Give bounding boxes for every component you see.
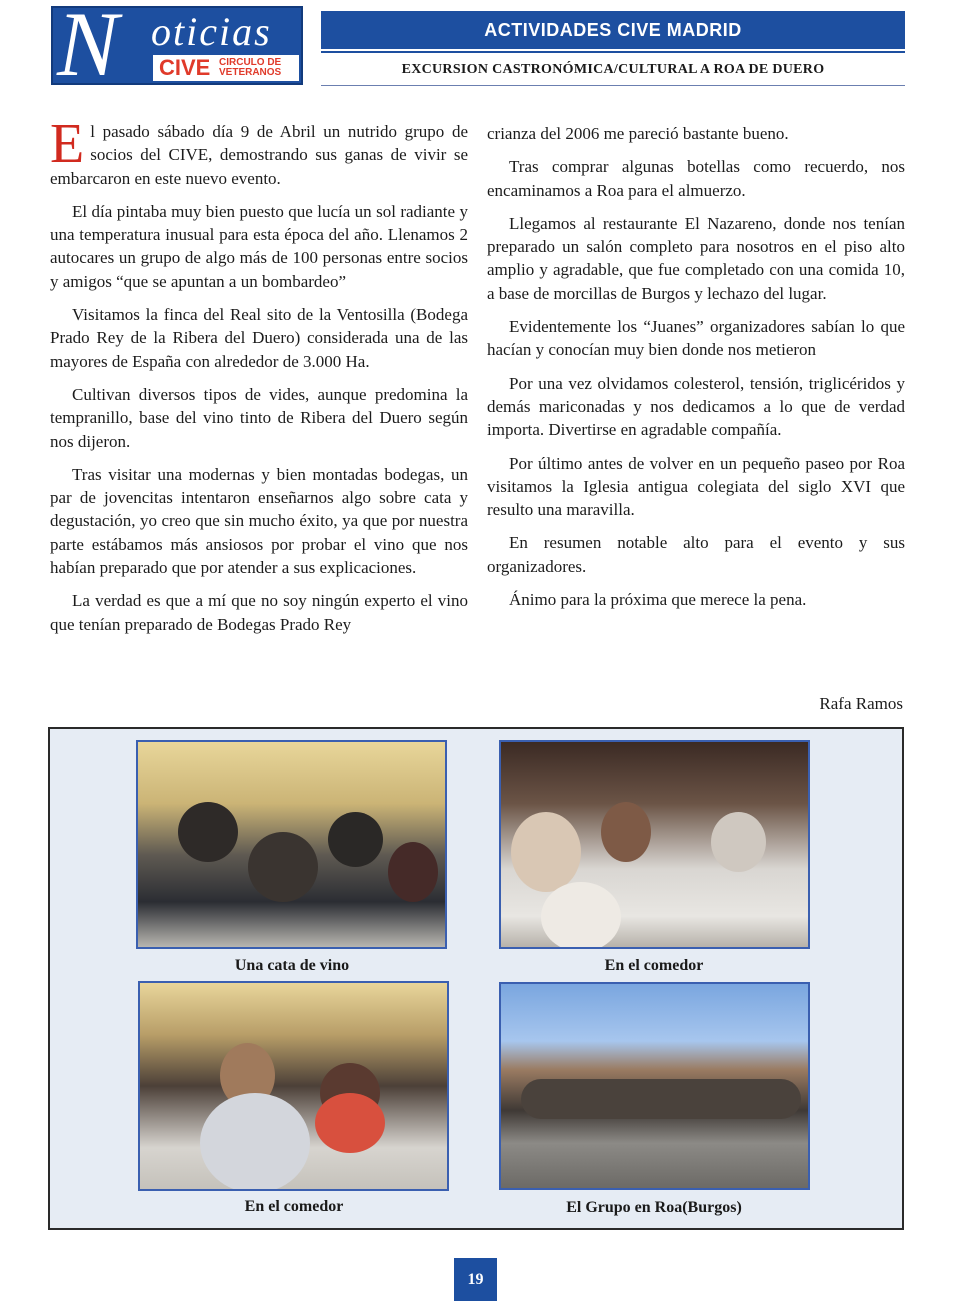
photo-caption: El Grupo en Roa(Burgos) [566, 1199, 742, 1216]
article-author: Rafa Ramos [819, 694, 903, 713]
article-paragraph: Evidentemente los “Juanes” organizadores sabían lo que hacían y conocían muy bien donde nos metieron [487, 317, 905, 360]
article-subtitle: EXCURSION CASTRONÓMICA/CULTURAL A ROA DE DUERO [401, 62, 825, 77]
photo-group-roa [499, 982, 810, 1190]
article-paragraph: En resumen notable alto para el evento y sus organizadores. [487, 533, 905, 576]
article-paragraph: Ánimo para la próxima que merece la pena. [509, 590, 807, 610]
photo-caption: Una cata de vino [234, 957, 350, 974]
logo-brand-line2: VETERANOS [219, 67, 282, 78]
photo-wine-tasting [136, 740, 447, 949]
article-paragraph: El día pintaba muy bien puesto que lucía un sol radiante y una temperatura inusual para esta época del año. Llenamos 2 autocares un grupo de algo más de 100 personas entre socios y amigos “que se apuntan a un bombardeo” [50, 201, 468, 291]
photo-dining-room-2 [138, 981, 449, 1191]
article-paragraph: Tras comprar algunas botellas como recuerdo, nos encaminamos a Roa para el almuerzo. [487, 157, 905, 200]
article-paragraph: El pasado sábado día 9 de Abril un nutrido grupo de socios del CIVE, demostrando sus ganas de vivir se embarcaron en este nuevo evento. [50, 113, 468, 188]
article-paragraph: Por una vez olvidamos colesterol, tensión, triglicéridos y demás mariconadas y nos dedicamos a lo que de verdad importa. Divertirse en agradable compañía. [487, 373, 905, 440]
photo-caption: En el comedor [604, 957, 704, 974]
article-paragraph: La verdad es que a mí que no soy ningún experto el vino que tenían preparado de Bodegas Prado Rey [50, 591, 468, 634]
section-banner: ACTIVIDADES CIVE MADRID [321, 11, 905, 49]
logo-brand-line1: CIRCULO DE [219, 57, 282, 68]
article-paragraph: Tras visitar una modernas y bien montadas bodegas, un par de jovencitas intentaron enseñarnos algo sobre cata y degustación, yo creo que sin mucho éxito, ya que por nuestra parte estábamos más ansiosos por probar el vino que nos habían preparado que por atender a sus explicaciones. [50, 464, 468, 578]
drop-cap: E [50, 113, 85, 175]
header-divider [321, 51, 905, 53]
logo-brand-bar [153, 55, 299, 81]
photo-dining-room-1 [499, 740, 810, 949]
article-right-column [487, 122, 905, 621]
article-left-column [50, 113, 468, 646]
article-paragraph: Cultivan diversos tipos de vides, aunque predomina la tempranillo, base del vino tinto de Ribera del Duero según nos dijeron. [50, 384, 468, 451]
magazine-logo [51, 0, 303, 95]
article-paragraph: Visitamos la finca del Real sito de la Ventosilla (Bodega Prado Rey de la Ribera del Duero) considerada una de las mayores de España con alrededor de 3.000 Ha. [50, 305, 468, 371]
logo-brand: CIVE [159, 55, 211, 80]
logo-word: oticias [151, 9, 272, 54]
photo-gallery [48, 727, 904, 1230]
article-paragraph: crianza del 2006 me pareció bastante bueno. [487, 124, 789, 143]
header-divider-thin [321, 85, 905, 86]
page-number: 19 [454, 1258, 497, 1301]
article-paragraph: Llegamos al restaurante El Nazareno, donde nos tenían preparado un salón completo para nosotros en el piso alto amplio y agradable, que fue completado con una comida 10, a base de morcillas de Burgos y lechazo del lugar. [487, 213, 905, 303]
article-paragraph: Por último antes de volver en un pequeño paseo por Roa visitamos la Iglesia antigua colegiata del siglo XVI que resulto una maravilla. [487, 453, 905, 520]
photo-caption: En el comedor [244, 1198, 344, 1215]
logo-initial: N [57, 0, 119, 95]
